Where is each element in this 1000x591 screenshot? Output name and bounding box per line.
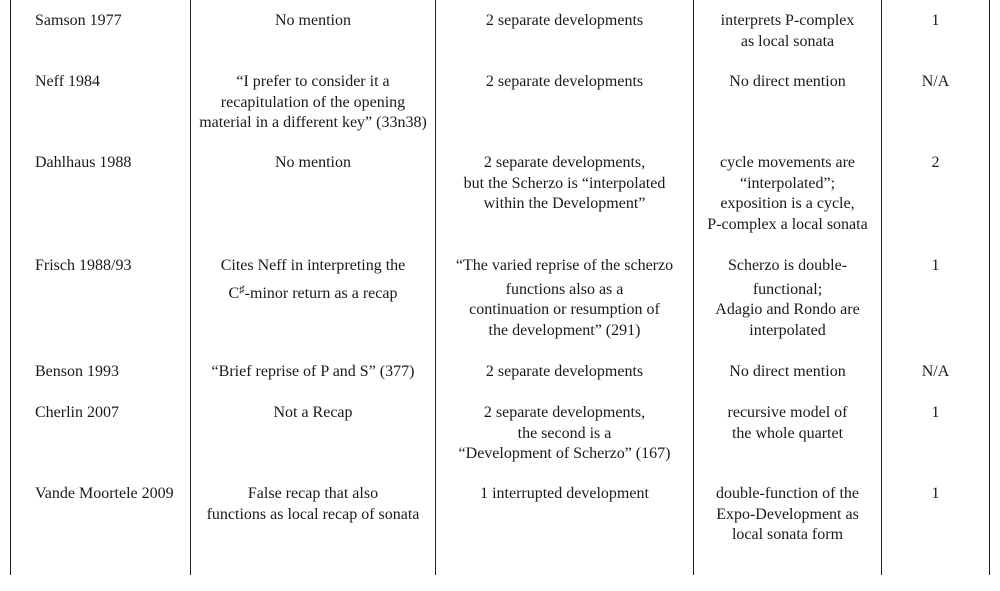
cycle-cell: Scherzo is double- functional; Adagio and Rondo are interpolated (715, 257, 860, 339)
development-cell: 2 separate developments, but the Scherzo is “interpolated within the Development” (463, 154, 666, 212)
development-cell: 1 interrupted development (480, 485, 649, 502)
author-cell: Dahlhaus 1988 (35, 154, 132, 171)
author-cell: Cherlin 2007 (35, 404, 119, 421)
recap-cell: “I prefer to consider it a recapitulation of the opening material in a different key” (33n38) (199, 73, 427, 131)
development-cell: 2 separate developments (485, 12, 644, 29)
recap-cell: False recap that also functions as local recap of sonata (206, 485, 420, 523)
development-cell: 2 separate developments, the second is a “Development of Scherzo” (167) (458, 404, 671, 462)
development-cell: 2 separate developments (485, 363, 644, 380)
count-cell: N/A (921, 73, 950, 90)
author-cell: Neff 1984 (35, 73, 101, 90)
count-cell: 1 (931, 12, 940, 29)
recap-cell: No mention (275, 12, 351, 29)
development-cell: “The varied reprise of the scherzo functions also as a continuation or resumption of the development” (291) (455, 257, 674, 339)
recap-cell: Not a Recap (273, 404, 353, 421)
cycle-cell: interprets P-complex as local sonata (720, 12, 855, 50)
cycle-cell: No direct mention (729, 363, 846, 380)
recap-cell: “Brief reprise of P and S” (377) (211, 363, 415, 380)
count-cell: 1 (931, 404, 940, 421)
author-cell: Samson 1977 (35, 12, 122, 29)
cycle-cell: No direct mention (729, 73, 846, 90)
cycle-cell: cycle movements are “interpolated”; exposition is a cycle, P-complex a local sonata (707, 154, 868, 233)
recap-cell: Cites Neff in interpreting the C♯-minor return as a recap (191, 256, 435, 304)
author-cell: Benson 1993 (35, 363, 119, 380)
key-line: C♯-minor return as a recap (228, 283, 398, 302)
count-cell: 1 (931, 257, 940, 274)
development-cell: 2 separate developments (485, 73, 644, 90)
count-cell: 1 (931, 485, 940, 502)
recap-cell: No mention (275, 154, 351, 171)
author-cell: Frisch 1988/93 (35, 257, 132, 274)
table-border-right (989, 0, 990, 575)
sharp-sign: ♯ (239, 283, 245, 296)
count-cell: 2 (931, 154, 940, 171)
cycle-cell: recursive model of the whole quartet (727, 404, 848, 442)
cycle-cell: double-function of the Expo-Development as local sonata form (715, 485, 860, 543)
table-border-left (10, 0, 11, 575)
count-cell: N/A (921, 363, 950, 380)
author-cell: Vande Moortele 2009 (35, 485, 174, 502)
